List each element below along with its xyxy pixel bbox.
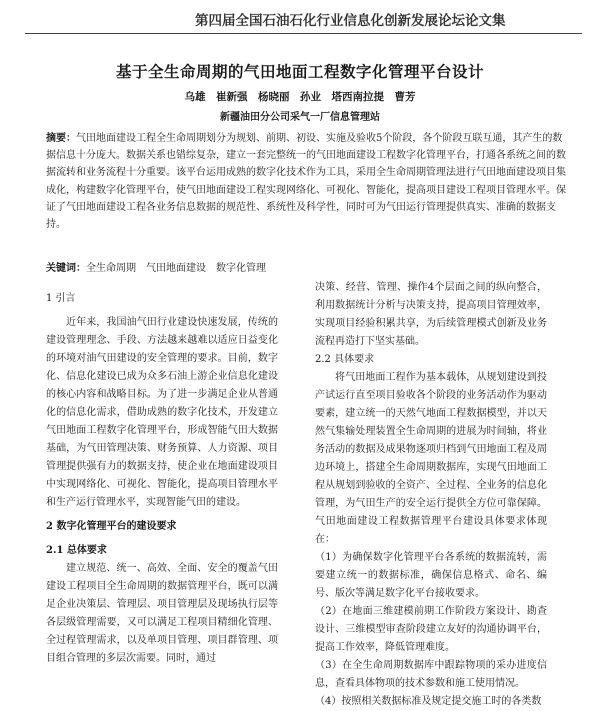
keywords-text: 全生命周期 气田地面建设 数字化管理 [86,263,266,274]
section-heading-intro: 1 引言 [46,293,76,304]
running-head: 第四届全国石油石化行业信息化创新发展论坛论文集 [195,13,506,29]
keywords-label: 关键词： [46,263,86,274]
affiliation: 新疆油田分公司采气一厂信息管理站 [220,112,380,123]
header-rule [25,33,582,34]
requirement-item-1: （1）为确保数字化管理平台各系统的数据流转，需要建立统一的数据标准，确保信息格式、命名、编号、版次等满足数字化平台接收要求。 [315,552,547,599]
subsection-heading-specific: 2.2 具体要求 [315,354,375,365]
abstract [46,130,572,233]
intro-paragraph: 近年来，我国油气田行业建设快速发展，传统的建设管理理念、手段、方法越来越难以适应日益变化的环境对油气田建设的安全管理的要求。目前，数字化、信息化建设已成为众多石油上游企业信息化建设的核心内容和战略目标。为了进一步满足企业从普通化的信息化需求，借助成熟的数字化技术，开发建立气田地面工程数字化管理平台，形成智能气田大数据基础，为气田管理决策、财务预算、人力资源、项目管理提供强有力的数据支持，使企业在地面建设项目中实现网络化、可视化、智能化，提高项目管理水平和生产运行管理水平，实现智能气田的建设。 [46,317,278,508]
left-column [46,280,278,668]
specific-requirements-paragraph: 将气田地面工程作为基本载体，从规划建设到投产试运行直至项目验收各个阶段的业务活动作为驱动要素，建立统一的天然气地面工程数据模型，并以天然气集输处理装置全生命周期的进展为时间轴，将业务活动的数据及成果物逐项归档到气田地面工程及周边环境上，搭建全生命周期数据库，实现气田地面工程从规划到验收的全资产、全过程、全业务的信息化管理，为气田生产的安全运行提供全方位可靠保障。气田地面建设工程数据管理平台建设具体要求体现在： [315,372,547,545]
author-list: 乌雄 崔新强 杨晓丽 孙业 塔西南拉提 曹芳 [184,91,416,103]
continued-paragraph: 决策、经营、管理、操作4个层面之间的纵向整合，利用数据统计分析与决策支持，提高项目管理效率，实现项目经验积累共享，为后续管理模式创新及业务流程再造打下坚实基础。 [315,282,547,347]
paper-title: 基于全生命周期的气田地面工程数字化管理平台设计 [115,62,484,81]
right-column [315,279,547,711]
abstract-text: 气田地面建设工程全生命周期划分为规划、前期、初设、实施及验收5个阶段，各个阶段互联互通，其产生的数据信息十分庞大。数据关系也错综复杂，建立一套完整统一的气田地面建设工程数字化管理平台，打通各系统之间的数据流转和业务流程十分重要。该平台运用成熟的数字化技术作为工具，采用全生命周期管理法进行气田地面建设项目集成化，构建数字化管理平台，使气田地面建设工程实现网络化、可视化、智能化，提高项目建设工程项目管理水平。保证了气田地面建设工程各业务信息数据的规范性、系统性及科学性，同时可为气田运行管理提供真实、准确的数据支持。 [46,133,566,231]
subsection-heading-general: 2.1 总体要求 [46,545,107,556]
requirement-item-2: （2）在地面三维建模前期工作阶段方案设计、勘查设计、三维模型审查阶段建立友好的沟通协调平台，提高工作效率，降低管理难度。 [315,606,547,653]
abstract-paragraph [46,130,572,233]
general-requirements-paragraph: 建立规范、统一、高效、全面、安全的覆盖气田建设工程项目全生命周期的数据管理平台，既可以满足企业决策层、管理层、项目管理层及现场执行层等各层级管理需要，又可以满足工程项目精细化管理、全过程管理需求，以及单项目管理、项目群管理、项目组合管理的多层次需要。同时，通过 [46,563,278,664]
requirement-item-4: （4）按照相关数据标准及规定提交施工时的各类数 [315,696,542,707]
keywords [46,259,566,274]
section-heading-requirements: 2 数字化管理平台的建设要求 [46,521,177,532]
abstract-label: 摘要： [46,133,76,144]
requirement-item-3: （3）在全生命周期数据库中跟踪物项的采办进度信息，查看具体物项的技术参数和施工使用情况。 [315,660,547,689]
